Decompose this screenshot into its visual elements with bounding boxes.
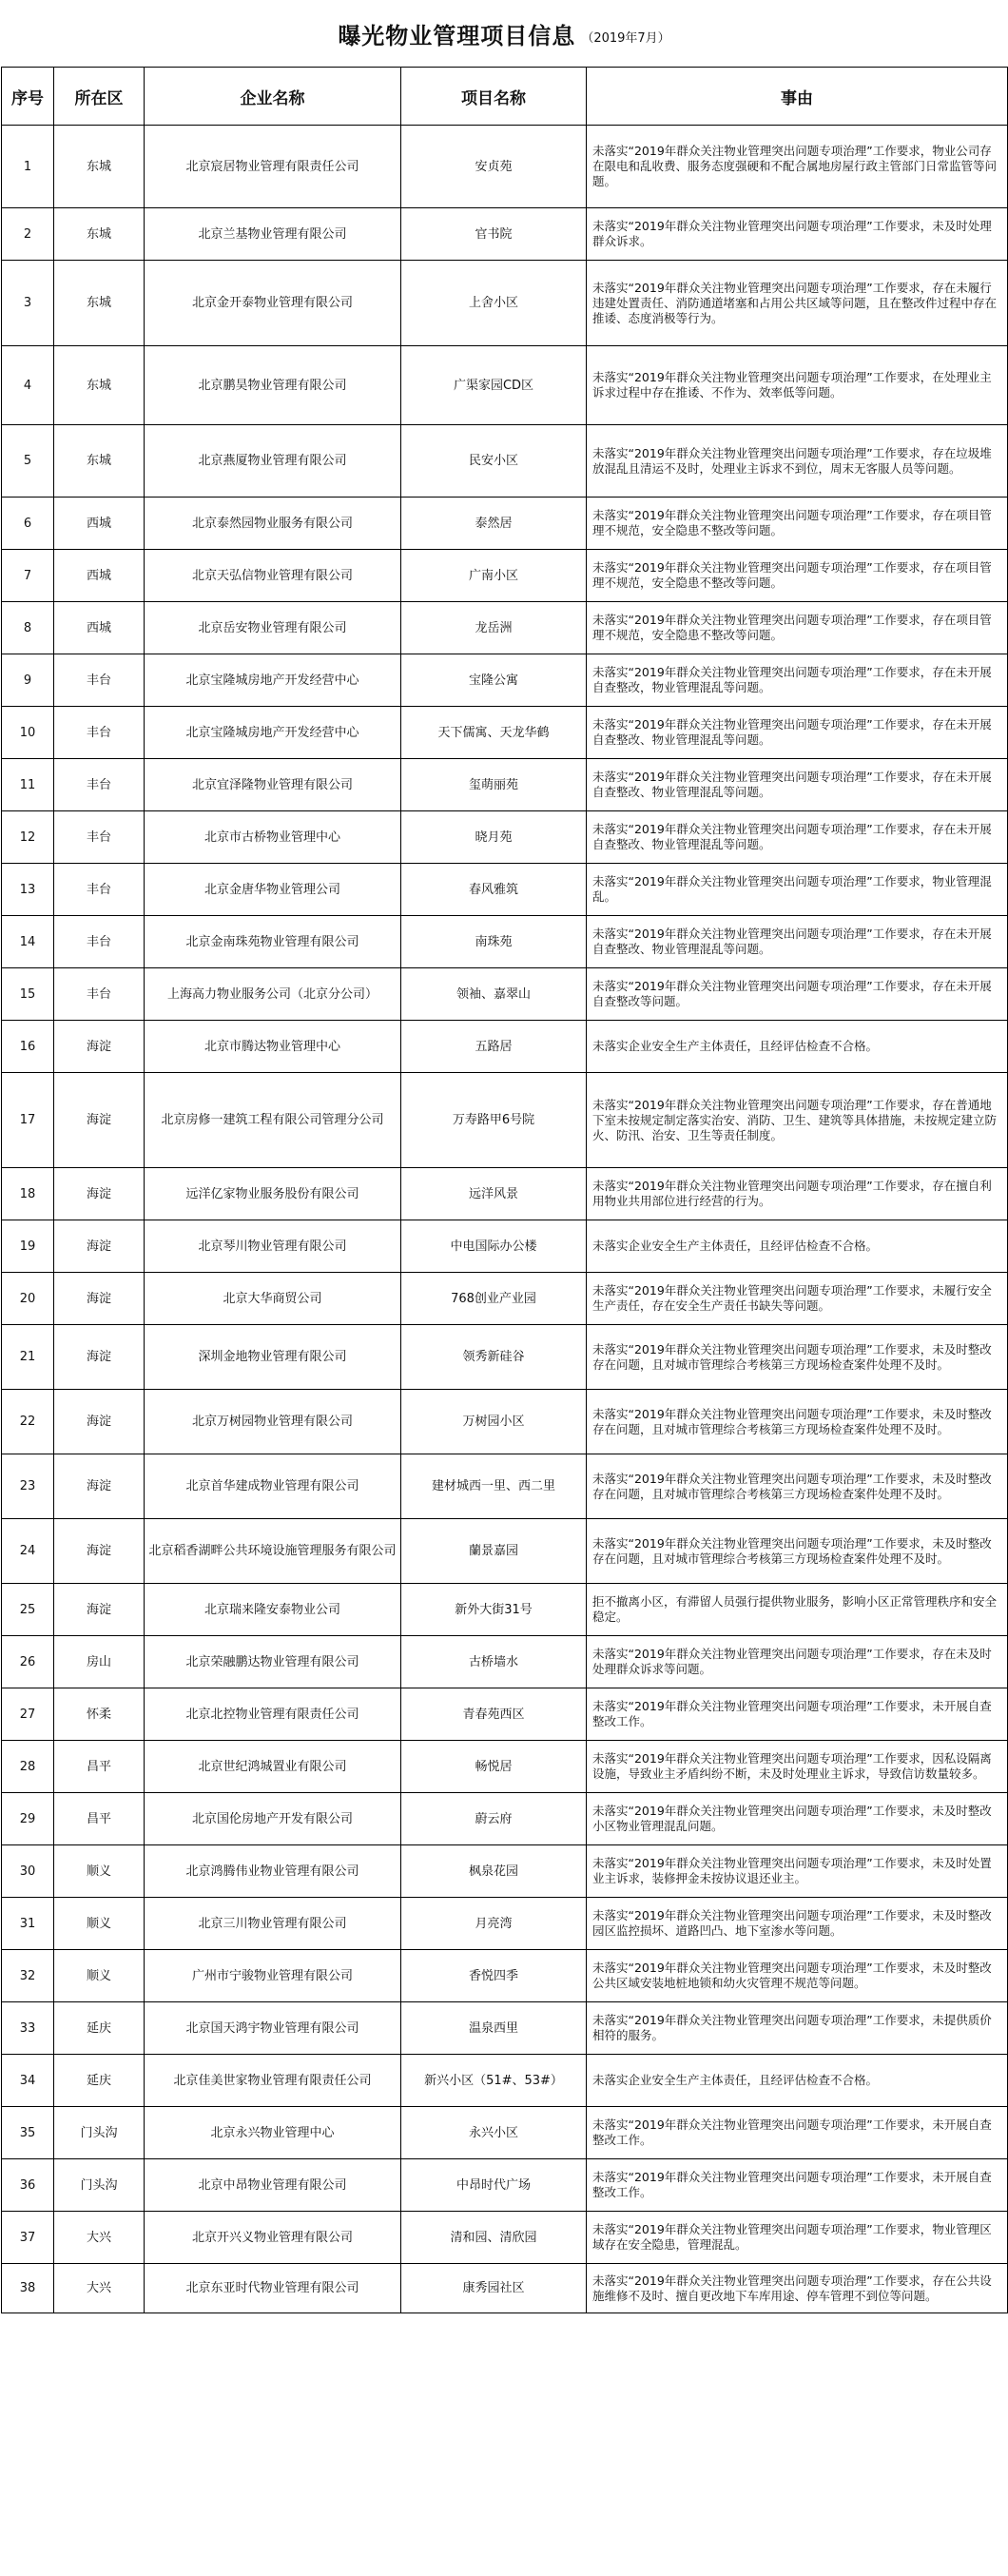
cell-project: 远洋风景 [401,1168,587,1220]
cell-matter: 拒不撤离小区，有滞留人员强行提供物业服务，影响小区正常管理秩序和安全稳定。 [587,1584,1008,1636]
cell-company: 北京国天鸿宇物业管理有限公司 [145,2002,401,2055]
table-row [2,2107,1008,2159]
cell-project: 上舍小区 [401,261,587,346]
table-row [2,261,1008,346]
cell-company: 北京宝隆城房地产开发经营中心 [145,654,401,707]
cell-company: 北京鸿腾伟业物业管理有限公司 [145,1845,401,1898]
cell-company: 北京开兴义物业管理有限公司 [145,2212,401,2264]
cell-project: 广渠家园CD区 [401,346,587,425]
cell-district: 海淀 [54,1454,145,1519]
cell-district: 丰台 [54,968,145,1021]
cell-project: 领袖、嘉翠山 [401,968,587,1021]
cell-company: 北京三川物业管理有限公司 [145,1898,401,1950]
cell-project: 建材城西一里、西二里 [401,1454,587,1519]
cell-project: 768创业产业园 [401,1273,587,1325]
cell-district: 昌平 [54,1793,145,1845]
cell-no: 7 [2,550,54,602]
cell-no: 2 [2,208,54,261]
table-header-row [2,68,1008,126]
cell-matter: 未落实“2019年群众关注物业管理突出问题专项治理”工作要求，因私设隔离设施，导致业主矛盾纠纷不断，未及时处理业主诉求，导致信访数量较多。 [587,1741,1008,1793]
cell-project: 枫泉花园 [401,1845,587,1898]
cell-district: 丰台 [54,864,145,916]
cell-company: 北京琴川物业管理有限公司 [145,1220,401,1273]
cell-no: 28 [2,1741,54,1793]
cell-no: 31 [2,1898,54,1950]
table-row [2,1325,1008,1390]
cell-project: 万树园小区 [401,1390,587,1454]
cell-company: 北京北控物业管理有限责任公司 [145,1688,401,1741]
cell-company: 广州市宁骏物业管理有限公司 [145,1950,401,2002]
table-row [2,1021,1008,1073]
cell-matter: 未落实“2019年群众关注物业管理突出问题专项治理”工作要求，未开展自查整改工作。 [587,2107,1008,2159]
cell-project: 月亮湾 [401,1898,587,1950]
cell-district: 海淀 [54,1168,145,1220]
cell-district: 门头沟 [54,2159,145,2212]
cell-matter: 未落实“2019年群众关注物业管理突出问题专项治理”工作要求，存在擅自利用物业共用部位进行经营的行为。 [587,1168,1008,1220]
cell-project: 畅悦居 [401,1741,587,1793]
cell-no: 36 [2,2159,54,2212]
cell-district: 丰台 [54,759,145,811]
cell-no: 6 [2,498,54,550]
cell-company: 北京万树园物业管理有限公司 [145,1390,401,1454]
cell-matter: 未落实“2019年群众关注物业管理突出问题专项治理”工作要求，未开展自查整改工作。 [587,1688,1008,1741]
cell-matter: 未落实“2019年群众关注物业管理突出问题专项治理”工作要求，存在未履行违建处置责任、消防通道堵塞和占用公共区域等问题，且在整改件过程中存在推诿、态度消极等行为。 [587,261,1008,346]
cell-no: 12 [2,811,54,864]
cell-matter: 未落实“2019年群众关注物业管理突出问题专项治理”工作要求，未及时处理群众诉求。 [587,208,1008,261]
cell-company: 深圳金地物业管理有限公司 [145,1325,401,1390]
cell-project: 春风雅筑 [401,864,587,916]
cell-project: 康秀园社区 [401,2264,587,2313]
cell-matter: 未落实“2019年群众关注物业管理突出问题专项治理”工作要求，存在未及时处理群众诉求等问题。 [587,1636,1008,1688]
cell-no: 11 [2,759,54,811]
cell-project: 清和园、清欣园 [401,2212,587,2264]
cell-district: 丰台 [54,811,145,864]
cell-project: 古桥墙水 [401,1636,587,1688]
table-row [2,1898,1008,1950]
cell-no: 9 [2,654,54,707]
cell-no: 37 [2,2212,54,2264]
table-row [2,2055,1008,2107]
cell-district: 海淀 [54,1073,145,1168]
table-row [2,1454,1008,1519]
cell-project: 玺萌丽苑 [401,759,587,811]
cell-company: 北京市腾达物业管理中心 [145,1021,401,1073]
table-row [2,208,1008,261]
table-row [2,2002,1008,2055]
table-row [2,1519,1008,1584]
table-row [2,1950,1008,2002]
cell-district: 延庆 [54,2002,145,2055]
table-row [2,1845,1008,1898]
cell-company: 北京荣融鹏达物业管理有限公司 [145,1636,401,1688]
cell-matter: 未落实“2019年群众关注物业管理突出问题专项治理”工作要求，在处理业主诉求过程中存在推诿、不作为、效率低等问题。 [587,346,1008,425]
cell-company: 北京宝隆城房地产开发经营中心 [145,707,401,759]
cell-district: 西城 [54,550,145,602]
table-row [2,864,1008,916]
table-row [2,602,1008,654]
cell-matter: 未落实“2019年群众关注物业管理突出问题专项治理”工作要求，未提供质价相符的服务。 [587,2002,1008,2055]
table-row [2,425,1008,498]
cell-no: 34 [2,2055,54,2107]
cell-matter: 未落实“2019年群众关注物业管理突出问题专项治理”工作要求，未及时整改存在问题，且对城市管理综合考核第三方现场检查案件处理不及时。 [587,1454,1008,1519]
cell-matter: 未落实企业安全生产主体责任，且经评估检查不合格。 [587,1220,1008,1273]
cell-no: 8 [2,602,54,654]
table-row [2,1741,1008,1793]
table-row [2,126,1008,208]
table-row [2,1273,1008,1325]
cell-company: 北京燕厦物业管理有限公司 [145,425,401,498]
cell-district: 东城 [54,126,145,208]
cell-district: 大兴 [54,2212,145,2264]
cell-no: 13 [2,864,54,916]
cell-company: 北京市古桥物业管理中心 [145,811,401,864]
table-row [2,498,1008,550]
cell-project: 民安小区 [401,425,587,498]
cell-matter: 未落实“2019年群众关注物业管理突出问题专项治理”工作要求，存在未开展自查整改、物业管理混乱等问题。 [587,916,1008,968]
cell-no: 3 [2,261,54,346]
table-row [2,968,1008,1021]
cell-company: 北京世纪鸿城置业有限公司 [145,1741,401,1793]
cell-matter: 未落实“2019年群众关注物业管理突出问题专项治理”工作要求，未及时整改存在问题，且对城市管理综合考核第三方现场检查案件处理不及时。 [587,1519,1008,1584]
cell-project: 万寿路甲6号院 [401,1073,587,1168]
cell-project: 官书院 [401,208,587,261]
cell-no: 17 [2,1073,54,1168]
cell-no: 24 [2,1519,54,1584]
cell-district: 丰台 [54,707,145,759]
cell-district: 海淀 [54,1390,145,1454]
table-row [2,1390,1008,1454]
cell-project: 蘭景嘉园 [401,1519,587,1584]
table-row [2,759,1008,811]
cell-company: 北京国伦房地产开发有限公司 [145,1793,401,1845]
cell-no: 18 [2,1168,54,1220]
cell-company: 北京瑞来隆安泰物业公司 [145,1584,401,1636]
cell-project: 广南小区 [401,550,587,602]
cell-matter: 未落实“2019年群众关注物业管理突出问题专项治理”工作要求，存在垃圾堆放混乱且清运不及时，处理业主诉求不到位，周末无客服人员等问题。 [587,425,1008,498]
cell-district: 昌平 [54,1741,145,1793]
cell-company: 北京永兴物业管理中心 [145,2107,401,2159]
header-matter: 事由 [587,68,1008,126]
table-row [2,550,1008,602]
header-company: 企业名称 [145,68,401,126]
cell-matter: 未落实“2019年群众关注物业管理突出问题专项治理”工作要求，存在项目管理不规范，安全隐患不整改等问题。 [587,498,1008,550]
table-row [2,2264,1008,2313]
cell-project: 宝隆公寓 [401,654,587,707]
cell-project: 中昂时代广场 [401,2159,587,2212]
cell-project: 香悦四季 [401,1950,587,2002]
cell-no: 35 [2,2107,54,2159]
cell-matter: 未落实企业安全生产主体责任，且经评估检查不合格。 [587,2055,1008,2107]
cell-no: 4 [2,346,54,425]
cell-district: 海淀 [54,1021,145,1073]
cell-matter: 未落实“2019年群众关注物业管理突出问题专项治理”工作要求，存在公共设施维修不及时、擅自更改地下车库用途、停车管理不到位等问题。 [587,2264,1008,2313]
cell-company: 北京泰然园物业服务有限公司 [145,498,401,550]
cell-district: 丰台 [54,654,145,707]
cell-project: 安贞苑 [401,126,587,208]
cell-no: 10 [2,707,54,759]
cell-company: 上海高力物业服务公司（北京分公司） [145,968,401,1021]
cell-company: 北京岳安物业管理有限公司 [145,602,401,654]
cell-project: 新外大街31号 [401,1584,587,1636]
table-row [2,654,1008,707]
cell-company: 北京宜泽隆物业管理有限公司 [145,759,401,811]
cell-project: 南珠苑 [401,916,587,968]
table-row [2,346,1008,425]
cell-company: 北京首华建成物业管理有限公司 [145,1454,401,1519]
cell-no: 14 [2,916,54,968]
table-row [2,1793,1008,1845]
cell-no: 23 [2,1454,54,1519]
cell-no: 19 [2,1220,54,1273]
table-row [2,1688,1008,1741]
cell-no: 32 [2,1950,54,2002]
cell-no: 21 [2,1325,54,1390]
cell-district: 房山 [54,1636,145,1688]
table-row [2,1636,1008,1688]
cell-matter: 未落实“2019年群众关注物业管理突出问题专项治理”工作要求，未开展自查整改工作。 [587,2159,1008,2212]
cell-project: 中电国际办公楼 [401,1220,587,1273]
cell-district: 海淀 [54,1519,145,1584]
cell-company: 北京天弘信物业管理有限公司 [145,550,401,602]
cell-company: 北京兰基物业管理有限公司 [145,208,401,261]
cell-no: 33 [2,2002,54,2055]
cell-matter: 未落实“2019年群众关注物业管理突出问题专项治理”工作要求，存在普通地下室未按规定制定落实治安、消防、卫生、建筑等具体措施，未按规定建立防火、防汛、治安、卫生等责任制度。 [587,1073,1008,1168]
cell-matter: 未落实“2019年群众关注物业管理突出问题专项治理”工作要求，未及时整改公共区域安装地桩地锁和幼火灾管理不规范等问题。 [587,1950,1008,2002]
table-row [2,707,1008,759]
table-row [2,811,1008,864]
table-row [2,1584,1008,1636]
cell-matter: 未落实“2019年群众关注物业管理突出问题专项治理”工作要求，存在未开展自查整改、物业管理混乱等问题。 [587,759,1008,811]
table-row [2,2159,1008,2212]
cell-district: 顺义 [54,1950,145,2002]
cell-matter: 未落实“2019年群众关注物业管理突出问题专项治理”工作要求，存在未开展自查整改、物业管理混乱等问题。 [587,811,1008,864]
cell-company: 北京大华商贸公司 [145,1273,401,1325]
cell-district: 海淀 [54,1584,145,1636]
cell-no: 1 [2,126,54,208]
cell-matter: 未落实“2019年群众关注物业管理突出问题专项治理”工作要求，存在未开展自查整改等问题。 [587,968,1008,1021]
page-subtitle: （2019年7月） [581,30,670,46]
cell-no: 30 [2,1845,54,1898]
cell-company: 北京金开泰物业管理有限公司 [145,261,401,346]
page-title: 曝光物业管理项目信息 [338,22,576,49]
header-district: 所在区 [54,68,145,126]
cell-district: 海淀 [54,1325,145,1390]
cell-matter: 未落实“2019年群众关注物业管理突出问题专项治理”工作要求，物业公司存在限电和乱收费、服务态度强硬和不配合属地房屋行政主管部门日常监管等问题。 [587,126,1008,208]
cell-district: 东城 [54,208,145,261]
cell-matter: 未落实“2019年群众关注物业管理突出问题专项治理”工作要求，未及时整改存在问题，且对城市管理综合考核第三方现场检查案件处理不及时。 [587,1325,1008,1390]
cell-matter: 未落实“2019年群众关注物业管理突出问题专项治理”工作要求，未及时整改园区监控损坏、道路凹凸、地下室渗水等问题。 [587,1898,1008,1950]
cell-matter: 未落实“2019年群众关注物业管理突出问题专项治理”工作要求，存在项目管理不规范，安全隐患不整改等问题。 [587,550,1008,602]
cell-matter: 未落实“2019年群众关注物业管理突出问题专项治理”工作要求，未及时处置业主诉求，装修押金未按协议退还业主。 [587,1845,1008,1898]
cell-matter: 未落实“2019年群众关注物业管理突出问题专项治理”工作要求，物业管理区域存在安全隐患，管理混乱。 [587,2212,1008,2264]
cell-district: 海淀 [54,1273,145,1325]
cell-district: 怀柔 [54,1688,145,1741]
cell-company: 北京中昂物业管理有限公司 [145,2159,401,2212]
table-row [2,2212,1008,2264]
cell-project: 天下儒寓、天龙华鹤 [401,707,587,759]
cell-project: 泰然居 [401,498,587,550]
cell-no: 15 [2,968,54,1021]
table-row [2,916,1008,968]
cell-company: 北京宸居物业管理有限责任公司 [145,126,401,208]
table-row [2,1073,1008,1168]
cell-district: 顺义 [54,1898,145,1950]
cell-district: 门头沟 [54,2107,145,2159]
cell-no: 5 [2,425,54,498]
cell-company: 远洋亿家物业服务股份有限公司 [145,1168,401,1220]
cell-matter: 未落实“2019年群众关注物业管理突出问题专项治理”工作要求，存在未开展自查整改、物业管理混乱等问题。 [587,707,1008,759]
cell-company: 北京金唐华物业管理公司 [145,864,401,916]
cell-company: 北京房修一建筑工程有限公司管理分公司 [145,1073,401,1168]
cell-matter: 未落实“2019年群众关注物业管理突出问题专项治理”工作要求，未及时整改存在问题，且对城市管理综合考核第三方现场检查案件处理不及时。 [587,1390,1008,1454]
table-row [2,1168,1008,1220]
cell-company: 北京东亚时代物业管理有限公司 [145,2264,401,2313]
cell-matter: 未落实“2019年群众关注物业管理突出问题专项治理”工作要求，存在未开展自查整改，物业管理混乱等问题。 [587,654,1008,707]
cell-company: 北京鹏昊物业管理有限公司 [145,346,401,425]
cell-project: 龙岳洲 [401,602,587,654]
cell-project: 蔚云府 [401,1793,587,1845]
cell-company: 北京佳美世家物业管理有限责任公司 [145,2055,401,2107]
cell-no: 38 [2,2264,54,2313]
cell-company: 北京稻香湖畔公共环境设施管理服务有限公司 [145,1519,401,1584]
cell-district: 海淀 [54,1220,145,1273]
cell-district: 丰台 [54,916,145,968]
cell-project: 五路居 [401,1021,587,1073]
project-table [1,67,1008,2313]
cell-district: 东城 [54,425,145,498]
cell-no: 25 [2,1584,54,1636]
cell-no: 27 [2,1688,54,1741]
header-project: 项目名称 [401,68,587,126]
cell-project: 领秀新硅谷 [401,1325,587,1390]
cell-district: 西城 [54,498,145,550]
cell-district: 东城 [54,346,145,425]
cell-project: 青春苑西区 [401,1688,587,1741]
cell-matter: 未落实企业安全生产主体责任，且经评估检查不合格。 [587,1021,1008,1073]
cell-district: 东城 [54,261,145,346]
table-row [2,1220,1008,1273]
cell-no: 16 [2,1021,54,1073]
cell-no: 26 [2,1636,54,1688]
cell-district: 顺义 [54,1845,145,1898]
cell-project: 温泉西里 [401,2002,587,2055]
cell-project: 晓月苑 [401,811,587,864]
cell-matter: 未落实“2019年群众关注物业管理突出问题专项治理”工作要求，物业管理混乱。 [587,864,1008,916]
cell-company: 北京金南珠苑物业管理有限公司 [145,916,401,968]
cell-matter: 未落实“2019年群众关注物业管理突出问题专项治理”工作要求，未及时整改小区物业管理混乱问题。 [587,1793,1008,1845]
cell-no: 29 [2,1793,54,1845]
cell-matter: 未落实“2019年群众关注物业管理突出问题专项治理”工作要求，存在项目管理不规范，安全隐患不整改等问题。 [587,602,1008,654]
cell-no: 20 [2,1273,54,1325]
cell-matter: 未落实“2019年群众关注物业管理突出问题专项治理”工作要求，未履行安全生产责任，存在安全生产责任书缺失等问题。 [587,1273,1008,1325]
cell-district: 延庆 [54,2055,145,2107]
cell-project: 永兴小区 [401,2107,587,2159]
cell-project: 新兴小区（51#、53#） [401,2055,587,2107]
cell-district: 西城 [54,602,145,654]
header-no: 序号 [2,68,54,126]
cell-no: 22 [2,1390,54,1454]
title-bar [0,0,1008,67]
cell-district: 大兴 [54,2264,145,2313]
